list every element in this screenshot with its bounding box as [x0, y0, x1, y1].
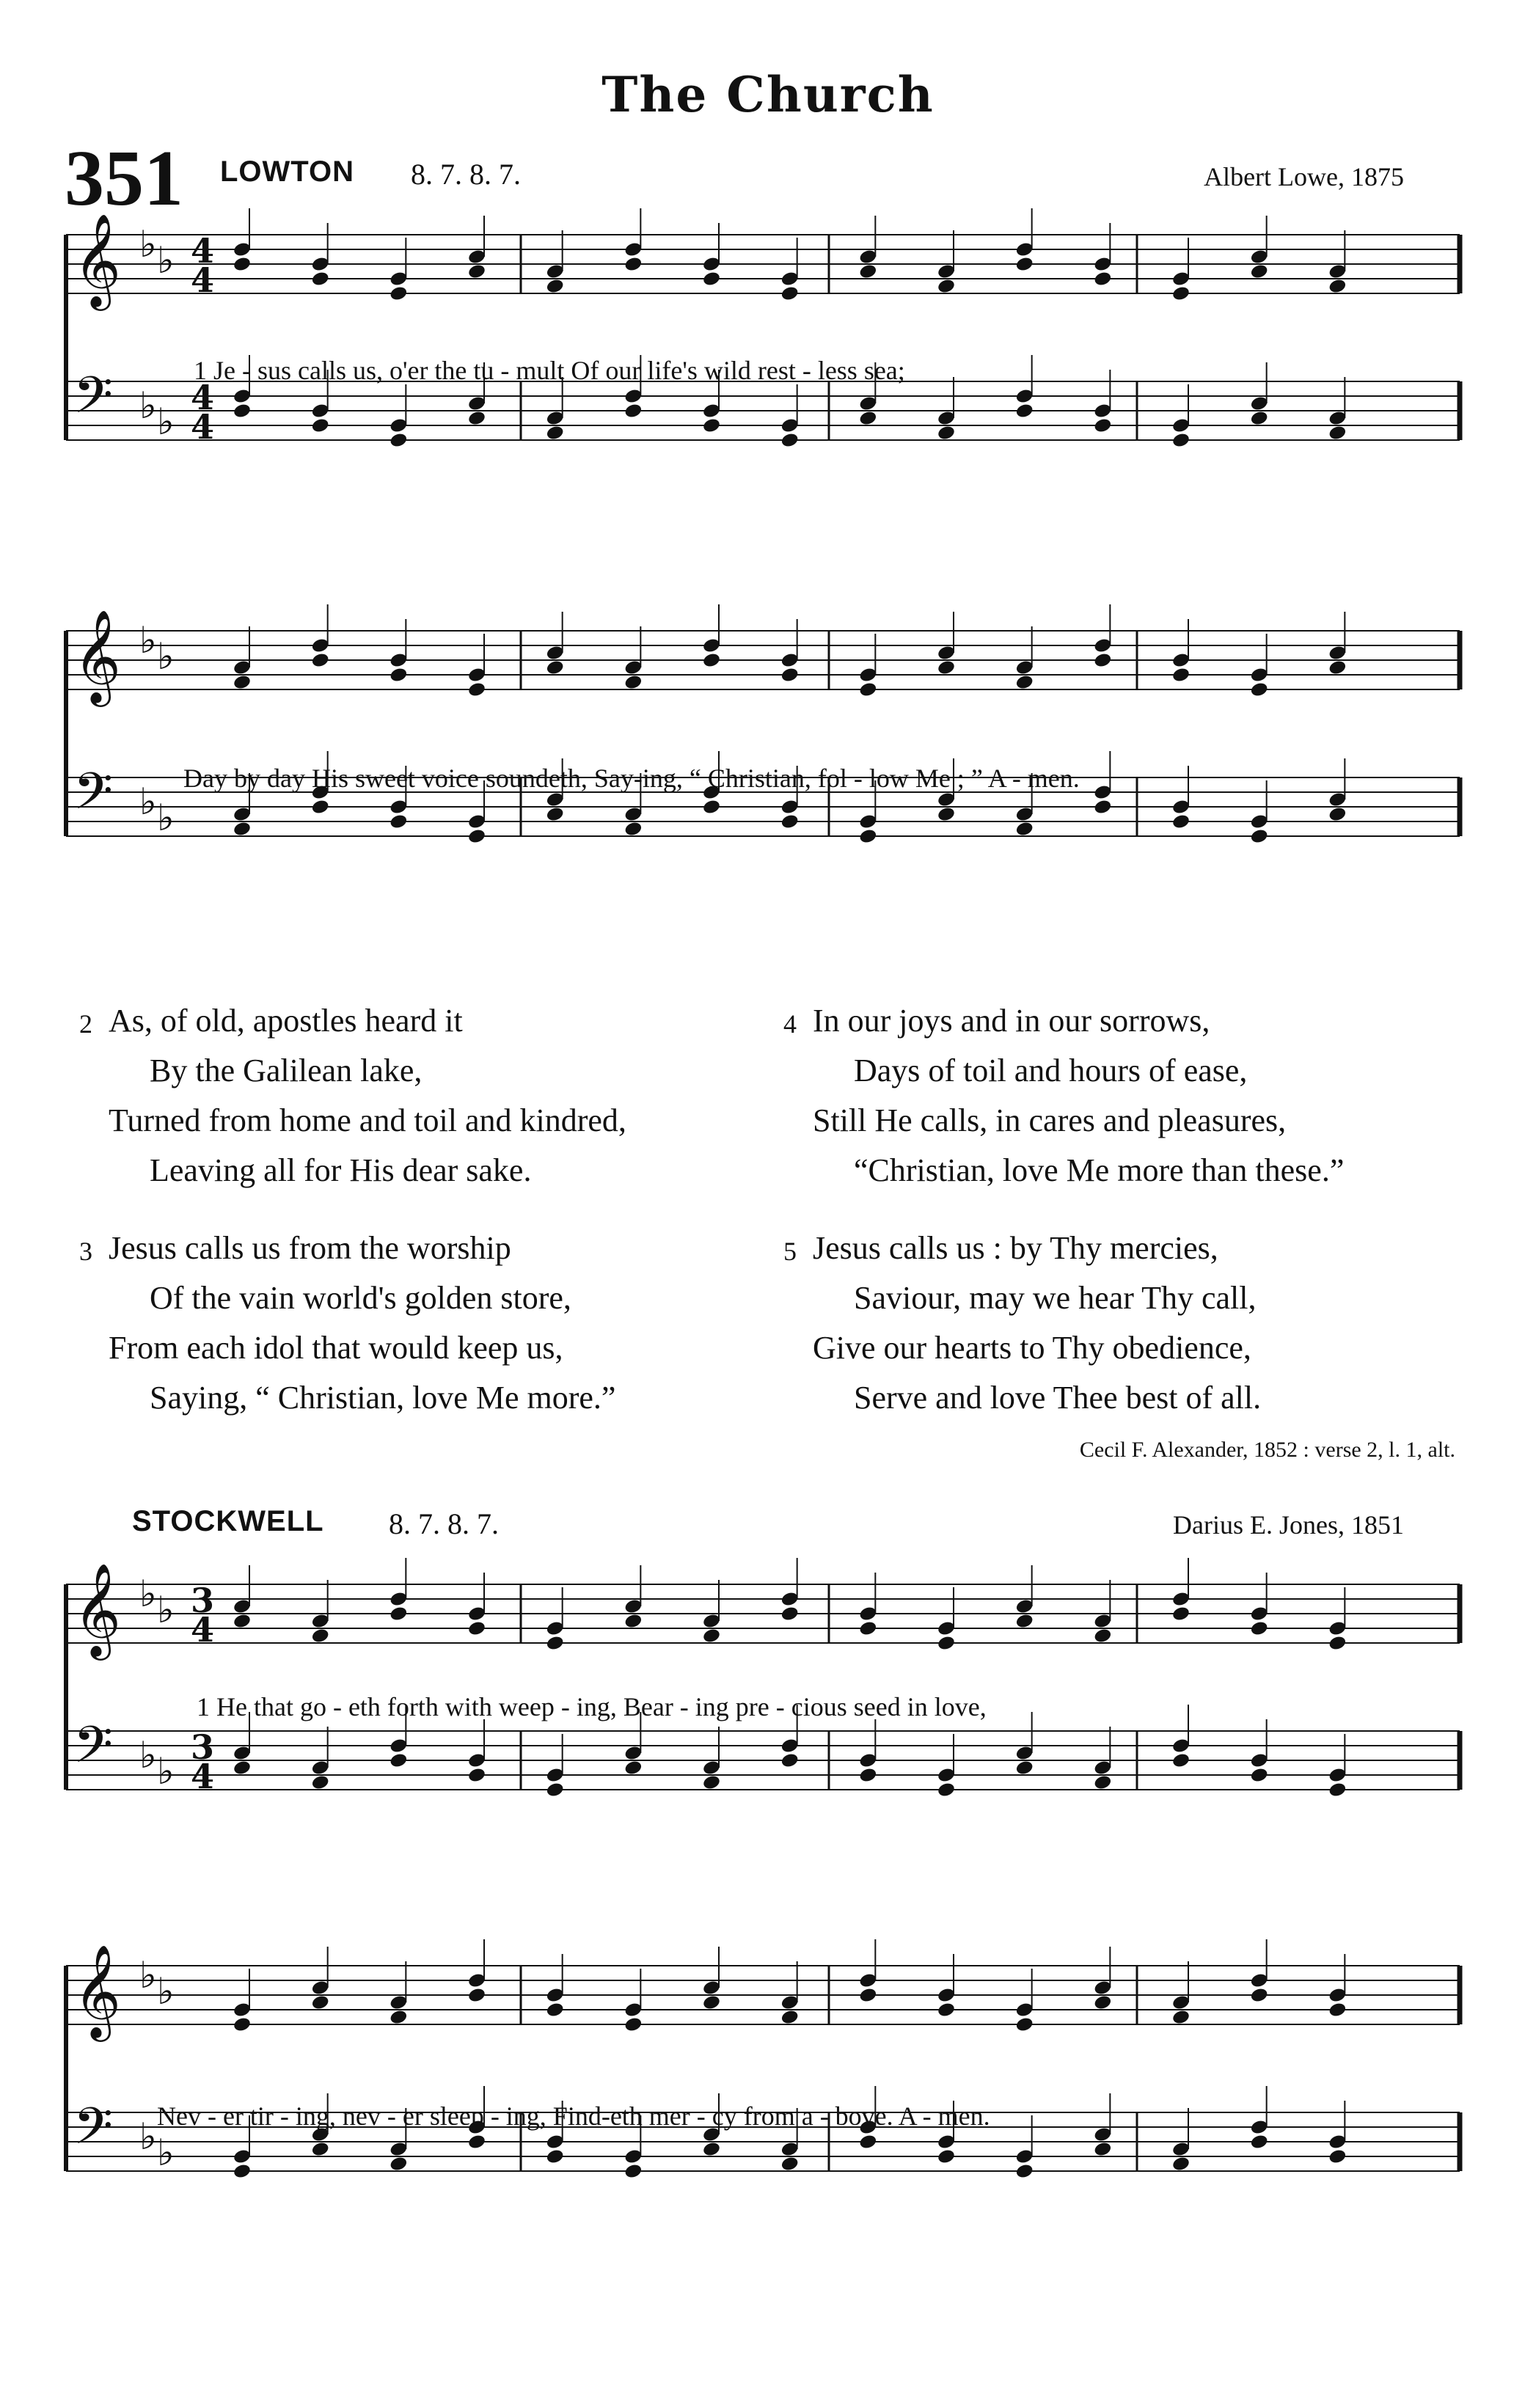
note-head [702, 652, 721, 669]
note-head [1328, 425, 1347, 442]
note-head [467, 2134, 486, 2151]
note-head [702, 417, 721, 434]
verse-line: Turned from home and toil and kindred, [109, 1102, 626, 1138]
note-head [389, 2156, 408, 2173]
note-head [311, 1774, 330, 1791]
note-head [233, 821, 252, 838]
note-head [858, 828, 877, 845]
verse-number: 5 [783, 1237, 797, 1266]
note-head [467, 410, 486, 427]
note-head [937, 2148, 956, 2165]
flat-sign: ♭ [157, 2131, 175, 2174]
verse-line: Jesus calls us : by Thy mercies, [813, 1230, 1218, 1266]
note-head [546, 425, 565, 442]
note-head [1015, 821, 1034, 838]
note-head [702, 271, 721, 288]
note-head [858, 1987, 877, 2004]
time-signature-top: 3 [191, 1727, 215, 1767]
note-head [780, 1752, 800, 1769]
note-head [1093, 1994, 1112, 2011]
verse-5 [783, 1223, 1262, 1423]
verse-line: Give our hearts to Thy obedience, [813, 1330, 1251, 1366]
treble-clef: 𝄞 [73, 1944, 122, 2038]
note-head [389, 667, 408, 684]
note-head [1171, 1752, 1191, 1769]
note-head [467, 828, 486, 845]
verse-2 [79, 996, 626, 1196]
text-attribution: Cecil F. Alexander, 1852 : verse 2, l. 1, alt. [1079, 1438, 1455, 1462]
verse-line: Saying, “ Christian, love Me more.” [150, 1380, 616, 1416]
note-head [937, 1635, 956, 1652]
note-head [1250, 410, 1269, 427]
composer-lowton: Albert Lowe, 1875 [1204, 162, 1404, 191]
note-head [1015, 2163, 1034, 2180]
note-head [1250, 1987, 1269, 2004]
note-head [311, 652, 330, 669]
note-head [937, 278, 956, 295]
note-head [233, 2163, 252, 2180]
note-head [467, 1620, 486, 1637]
note-head [1171, 667, 1191, 684]
note-head [937, 2002, 956, 2019]
note-head [1015, 403, 1034, 420]
treble-clef: 𝄞 [73, 213, 122, 307]
hymn-number: 351 [65, 135, 183, 222]
note-head [702, 799, 721, 816]
note-head [623, 2163, 643, 2180]
note-head [623, 1760, 643, 1776]
flat-sign: ♭ [139, 1573, 157, 1615]
note-head [702, 1994, 721, 2011]
verse-line: Jesus calls us from the worship [109, 1230, 511, 1266]
flat-sign: ♭ [139, 619, 157, 662]
note-head [1171, 813, 1191, 830]
flat-sign: ♭ [157, 1750, 175, 1793]
note-head [1328, 806, 1347, 823]
verse-number: 4 [783, 1009, 797, 1039]
note-head [1328, 1782, 1347, 1798]
time-signature-top: 4 [191, 378, 215, 417]
verse-line: In our joys and in our sorrows, [813, 1003, 1210, 1039]
note-head [937, 425, 956, 442]
note-head [311, 1628, 330, 1644]
note-head [389, 2009, 408, 2026]
bass-clef: 𝄢 [73, 761, 114, 833]
note-head [623, 256, 643, 273]
note-head [1015, 1760, 1034, 1776]
verse-line: Serve and love Thee best of all. [854, 1380, 1262, 1416]
note-head [546, 1782, 565, 1798]
time-signature-bottom: 4 [191, 407, 215, 447]
note-head [937, 1782, 956, 1798]
note-head [937, 806, 956, 823]
note-head [937, 659, 956, 676]
note-head [233, 1613, 252, 1630]
composer-stockwell: Darius E. Jones, 1851 [1173, 1510, 1404, 1540]
note-head [780, 432, 800, 449]
note-head [389, 1752, 408, 1769]
tune-name-lowton: LOWTON [220, 155, 355, 188]
flat-sign: ♭ [139, 1954, 157, 1997]
note-head [1328, 2002, 1347, 2019]
flat-sign: ♭ [157, 635, 175, 678]
note-head [1328, 278, 1347, 295]
note-head [1171, 1606, 1191, 1622]
note-head [1015, 1613, 1034, 1630]
note-head [623, 403, 643, 420]
lyrics-stockwell-line-1: 1 He that go - eth forth with weep - ing, Bear - ing pre - cious seed in love, [197, 1692, 987, 1721]
note-head [623, 2016, 643, 2033]
note-head [1250, 263, 1269, 280]
verse-line: “Christian, love Me more than these.” [854, 1152, 1345, 1188]
tune-meter-stockwell: 8. 7. 8. 7. [389, 1507, 499, 1540]
verse-line: Leaving all for His dear sake. [150, 1152, 532, 1188]
note-head [858, 263, 877, 280]
note-head [623, 674, 643, 691]
note-head [1093, 1628, 1112, 1644]
music-system-3 [0, 1555, 1536, 1892]
note-head [1171, 285, 1191, 302]
note-head [1328, 2148, 1347, 2165]
note-head [702, 1774, 721, 1791]
time-signature-top: 3 [191, 1581, 215, 1620]
verse-line: Days of toil and hours of ease, [854, 1053, 1248, 1088]
time-signature-bottom: 4 [191, 1610, 215, 1650]
flat-sign: ♭ [139, 780, 157, 823]
note-head [1093, 417, 1112, 434]
lyrics-lowton-line-2: Day by day His sweet voice soundeth, Say-ing, “ Christian, fol - low Me ; ” A - men. [183, 764, 1080, 793]
flat-sign: ♭ [157, 797, 175, 839]
note-head [780, 813, 800, 830]
verse-3 [79, 1223, 616, 1423]
note-head [780, 1606, 800, 1622]
note-head [1250, 1620, 1269, 1637]
note-head [1250, 2134, 1269, 2151]
verse-4 [783, 996, 1345, 1196]
note-head [233, 1760, 252, 1776]
note-head [780, 2156, 800, 2173]
note-head [467, 1767, 486, 1784]
verse-line: As, of old, apostles heard it [109, 1003, 463, 1039]
note-head [389, 813, 408, 830]
note-head [1328, 1635, 1347, 1652]
note-head [1015, 674, 1034, 691]
note-head [1250, 1767, 1269, 1784]
note-head [858, 410, 877, 427]
note-head [1171, 2156, 1191, 2173]
note-head [1015, 256, 1034, 273]
verse-number: 2 [79, 1009, 92, 1039]
note-head [389, 1606, 408, 1622]
tune-meter-lowton: 8. 7. 8. 7. [411, 158, 521, 191]
note-head [858, 2134, 877, 2151]
note-head [311, 1994, 330, 2011]
flat-sign: ♭ [157, 1589, 175, 1631]
verse-number: 3 [79, 1237, 92, 1266]
note-head [1171, 432, 1191, 449]
verse-line: Of the vain world's golden store, [150, 1280, 571, 1316]
note-head [1250, 681, 1269, 698]
time-signature-bottom: 4 [191, 1757, 215, 1796]
note-head [623, 1613, 643, 1630]
note-head [702, 1628, 721, 1644]
note-head [858, 1620, 877, 1637]
verse-line: Saviour, may we hear Thy call, [854, 1280, 1257, 1316]
tune-name-stockwell: STOCKWELL [132, 1505, 324, 1537]
page-title: The Church [601, 66, 935, 123]
note-head [467, 263, 486, 280]
note-head [1093, 1774, 1112, 1791]
time-signature-bottom: 4 [191, 260, 215, 300]
note-head [467, 1987, 486, 2004]
note-head [1093, 2141, 1112, 2158]
note-head [858, 681, 877, 698]
time-signature-top: 4 [191, 231, 215, 271]
note-head [546, 278, 565, 295]
verse-line: Still He calls, in cares and pleasures, [813, 1102, 1287, 1138]
flat-sign: ♭ [157, 1970, 175, 2013]
treble-clef: 𝄞 [73, 609, 122, 703]
bass-clef: 𝄢 [73, 365, 114, 437]
verse-line: By the Galilean lake, [150, 1053, 423, 1088]
note-head [311, 271, 330, 288]
note-head [1093, 799, 1112, 816]
note-head [546, 806, 565, 823]
flat-sign: ♭ [139, 384, 157, 427]
note-head [546, 659, 565, 676]
note-head [546, 2002, 565, 2019]
note-head [858, 1767, 877, 1784]
note-head [233, 674, 252, 691]
note-head [1328, 659, 1347, 676]
flat-sign: ♭ [139, 223, 157, 266]
flat-sign: ♭ [157, 400, 175, 443]
note-head [780, 667, 800, 684]
note-head [389, 285, 408, 302]
note-head [623, 821, 643, 838]
note-head [702, 2141, 721, 2158]
note-head [311, 417, 330, 434]
note-head [233, 256, 252, 273]
flat-sign: ♭ [157, 239, 175, 282]
note-head [1093, 271, 1112, 288]
note-head [546, 2148, 565, 2165]
note-head [467, 681, 486, 698]
note-head [1015, 2016, 1034, 2033]
note-head [233, 2016, 252, 2033]
note-head [1250, 828, 1269, 845]
flat-sign: ♭ [139, 2115, 157, 2158]
note-head [1093, 652, 1112, 669]
note-head [311, 799, 330, 816]
note-head [389, 432, 408, 449]
note-head [311, 2141, 330, 2158]
bass-clef: 𝄢 [73, 1715, 114, 1787]
verse-line: From each idol that would keep us, [109, 1330, 563, 1366]
flat-sign: ♭ [139, 1734, 157, 1776]
note-head [233, 403, 252, 420]
bass-clef: 𝄢 [73, 2096, 114, 2168]
note-head [780, 2009, 800, 2026]
note-head [780, 285, 800, 302]
lyrics-stockwell-line-2: Nev - er tir - ing, nev - er sleep - ing, Find-eth mer - cy from a - bove. A - men. [157, 2101, 990, 2131]
note-head [546, 1635, 565, 1652]
lyrics-lowton-line-1: 1 Je - sus calls us, o'er the tu - mult Of our life's wild rest - less sea; [194, 356, 905, 385]
note-head [1171, 2009, 1191, 2026]
treble-clef: 𝄞 [73, 1562, 122, 1656]
